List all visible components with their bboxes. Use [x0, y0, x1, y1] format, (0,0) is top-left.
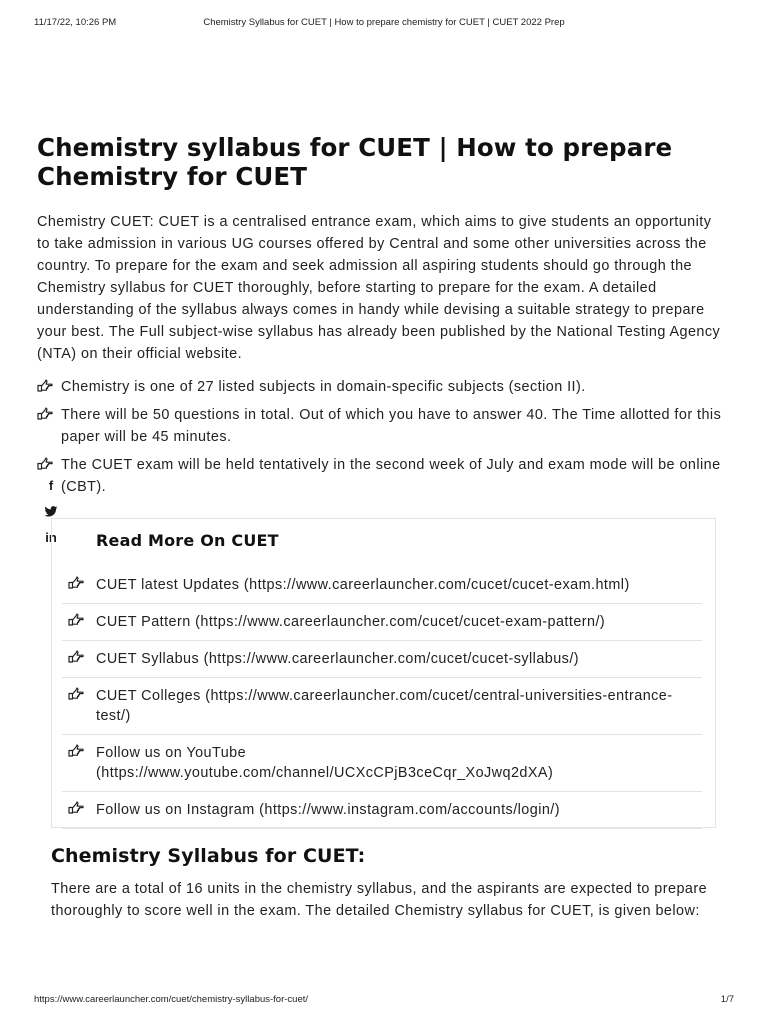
pointing-hand-icon — [68, 613, 84, 627]
pointing-hand-icon — [68, 576, 84, 590]
bullet-text: Chemistry is one of 27 listed subjects in domain-specific subjects (section II). — [61, 379, 586, 395]
pointing-hand-icon — [37, 407, 53, 421]
link-item[interactable] — [62, 735, 702, 792]
section-paragraph: There are a total of 16 units in the chemistry syllabus, and the aspirants are expected to prepare thoroughly to score well in the exam. The detailed Chemistry syllabus for CUET, is given below: — [51, 881, 708, 919]
link-text[interactable]: CUET Colleges (https://www.careerlauncher.com/cucet/central-universities-entrance-test/) — [96, 688, 673, 724]
linkedin-icon[interactable]: in — [45, 530, 57, 545]
bullet-text: There will be 50 questions in total. Out of which you have to answer 40. The Time allotted for this paper will be 45 minutes. — [61, 407, 722, 445]
link-text[interactable]: CUET latest Updates (https://www.careerlauncher.com/cucet/cucet-exam.html) — [96, 577, 630, 593]
link-text[interactable]: Follow us on Instagram (https://www.instagram.com/accounts/login/) — [96, 802, 560, 818]
page-number: 1/7 — [720, 994, 734, 1005]
pointing-hand-icon — [37, 379, 53, 393]
section-heading: Chemistry Syllabus for CUET: — [51, 845, 366, 867]
bullet-text: The CUET exam will be held tentatively in the second week of July and exam mode will be online (CBT). — [61, 457, 721, 495]
print-page-title: Chemistry Syllabus for CUET | How to prepare chemistry for CUET | CUET 2022 Prep — [203, 17, 565, 28]
link-item[interactable] — [62, 678, 702, 735]
intro-paragraph: Chemistry CUET: CUET is a centralised entrance exam, which aims to give students an opportunity to take admission in various UG courses offered by Central and some other universities across the country. To prepare for the exam and seek admission all aspiring students should go through the Chemistry syllabus for CUET thoroughly, before starting to prepare for the exam. A detailed understanding of the syllabus always comes in handy while devising a suitable strategy to prepare your best. The Full subject-wise syllabus has already been published by the National Testing Agency (NTA) on their official website. — [37, 214, 721, 362]
list-item — [37, 454, 727, 498]
read-more-box — [51, 518, 716, 828]
list-item — [37, 404, 727, 448]
pointing-hand-icon — [68, 801, 84, 815]
pointing-hand-icon — [37, 457, 53, 471]
pointing-hand-icon — [68, 687, 84, 701]
link-item[interactable] — [62, 792, 702, 829]
print-url: https://www.careerlauncher.com/cuet/chemistry-syllabus-for-cuet/ — [34, 994, 309, 1005]
link-item[interactable] — [62, 641, 702, 678]
link-text[interactable]: Follow us on YouTube (https://www.youtube.com/channel/UCXcCPjB3ceCqr_XoJwq2dXA) — [96, 745, 554, 781]
link-item[interactable] — [62, 567, 702, 604]
pointing-hand-icon — [68, 650, 84, 664]
print-datetime: 11/17/22, 10:26 PM — [34, 17, 117, 28]
pointing-hand-icon — [68, 744, 84, 758]
list-item — [37, 376, 727, 398]
link-text[interactable]: CUET Syllabus (https://www.careerlauncher.com/cucet/cucet-syllabus/) — [96, 651, 580, 667]
link-text[interactable]: CUET Pattern (https://www.careerlauncher.com/cucet/cucet-exam-pattern/) — [96, 614, 606, 630]
facebook-icon[interactable]: f — [48, 478, 54, 493]
read-more-links — [62, 567, 702, 829]
link-item[interactable] — [62, 604, 702, 641]
read-more-title: Read More On CUET — [96, 531, 279, 550]
key-points-list — [37, 376, 727, 504]
article-title: Chemistry syllabus for CUET | How to prepare Chemistry for CUET — [37, 133, 673, 191]
